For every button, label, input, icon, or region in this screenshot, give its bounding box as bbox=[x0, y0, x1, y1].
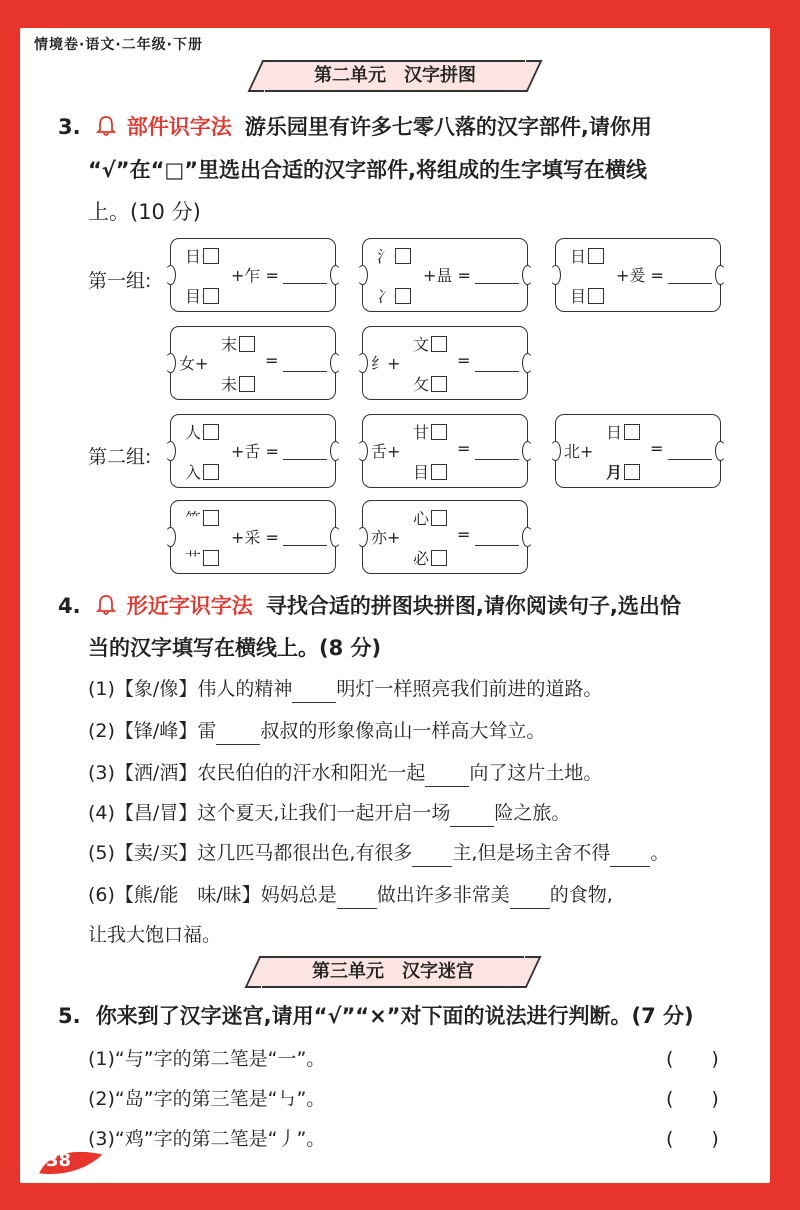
q3-title: 部件识字法 bbox=[126, 115, 232, 139]
puzzle-piece-7: 甘 目 舌+ = bbox=[362, 414, 528, 488]
q4-title: 形近字识字法 bbox=[126, 594, 253, 618]
answer-blank[interactable] bbox=[412, 844, 452, 867]
choice-box[interactable] bbox=[431, 424, 447, 440]
answer-blank[interactable] bbox=[283, 545, 327, 546]
puzzle-piece-2: 氵 冫 +昷 = bbox=[362, 238, 528, 312]
choice-box[interactable] bbox=[431, 336, 447, 352]
puzzle-piece-8: 日 月 北+ = bbox=[555, 414, 721, 488]
q4-item-2: (2)【锋/峰】雷 叔叔的形象像高山一样高大耸立。 bbox=[88, 716, 545, 745]
choice-box[interactable] bbox=[203, 248, 219, 264]
answer-blank[interactable] bbox=[475, 283, 519, 284]
choice-box[interactable] bbox=[431, 550, 447, 566]
choice-box[interactable] bbox=[588, 288, 604, 304]
judgment-answer-3[interactable]: ( ) bbox=[666, 1128, 719, 1150]
answer-blank[interactable] bbox=[292, 680, 336, 703]
answer-blank[interactable] bbox=[425, 764, 469, 787]
q4-item-6-cont: 让我大饱口福。 bbox=[88, 924, 222, 946]
answer-blank[interactable] bbox=[510, 886, 550, 909]
answer-blank[interactable] bbox=[283, 283, 327, 284]
choice-box[interactable] bbox=[431, 510, 447, 526]
choice-box[interactable] bbox=[239, 336, 255, 352]
group2-label: 第二组: bbox=[88, 446, 152, 468]
q4-text-line2: 当的汉字填写在横线上。(8 分) bbox=[88, 636, 382, 660]
q3-number: 3. bbox=[58, 115, 81, 139]
puzzle-piece-4: 末 未 女+ = bbox=[170, 326, 336, 400]
puzzle-piece-9: ⺮ 艹 +采 = bbox=[170, 500, 336, 574]
q3-heading bbox=[58, 111, 652, 141]
answer-blank[interactable] bbox=[475, 371, 519, 372]
choice-box[interactable] bbox=[203, 464, 219, 480]
q4-item-1: (1)【象/像】伟人的精神 明灯一样照亮我们前进的道路。 bbox=[88, 674, 602, 703]
choice-box[interactable] bbox=[395, 248, 411, 264]
choice-box[interactable] bbox=[431, 376, 447, 392]
q4-item-3: (3)【洒/酒】农民伯伯的汗水和阳光一起 向了这片土地。 bbox=[88, 758, 602, 787]
unit2-banner: 第二单元 汉字拼图 bbox=[265, 60, 525, 92]
q4-item-6: (6)【熊/能 味/昧】妈妈总是 做出许多非常美 的食物, bbox=[88, 880, 613, 909]
choice-box[interactable] bbox=[624, 464, 640, 480]
q4-number: 4. bbox=[58, 594, 81, 618]
answer-blank[interactable] bbox=[668, 459, 712, 460]
q5-text: 你来到了汉字迷宫,请用“√”“×”对下面的说法进行判断。(7 分) bbox=[95, 1004, 694, 1028]
unit3-banner: 第三单元 汉字迷宫 bbox=[262, 956, 524, 988]
answer-blank[interactable] bbox=[475, 459, 519, 460]
answer-blank[interactable] bbox=[283, 459, 327, 460]
choice-box[interactable] bbox=[203, 550, 219, 566]
q4-text-line1: 寻找合适的拼图块拼图,请你阅读句子,选出恰 bbox=[265, 594, 681, 618]
answer-blank[interactable] bbox=[216, 722, 260, 745]
group1-label: 第一组: bbox=[88, 270, 152, 292]
q5-item-1: (1)“与”字的第二笔是“一”。 bbox=[88, 1048, 326, 1070]
bell-icon bbox=[96, 115, 116, 137]
puzzle-piece-5: 文 攵 纟+ = bbox=[362, 326, 528, 400]
answer-blank[interactable] bbox=[337, 886, 377, 909]
q4-heading bbox=[58, 590, 681, 620]
bell-icon bbox=[96, 594, 116, 616]
choice-box[interactable] bbox=[624, 424, 640, 440]
answer-blank[interactable] bbox=[668, 283, 712, 284]
choice-box[interactable] bbox=[203, 510, 219, 526]
q5-item-2: (2)“岛”字的第三笔是“㇉”。 bbox=[88, 1088, 326, 1110]
choice-box[interactable] bbox=[588, 248, 604, 264]
choice-box[interactable] bbox=[395, 288, 411, 304]
judgment-answer-1[interactable]: ( ) bbox=[666, 1048, 719, 1070]
judgment-answer-2[interactable]: ( ) bbox=[666, 1088, 719, 1110]
puzzle-piece-6: 人 入 +舌 = bbox=[170, 414, 336, 488]
choice-box[interactable] bbox=[239, 376, 255, 392]
q4-item-4: (4)【昌/冒】这个夏天,让我们一起开启一场 险之旅。 bbox=[88, 798, 570, 827]
q3-text-line3: 上。(10 分) bbox=[88, 200, 201, 224]
series-header: 情境卷·语文·二年级·下册 bbox=[34, 37, 203, 53]
puzzle-piece-10: 心 必 亦+ = bbox=[362, 500, 528, 574]
q5-heading bbox=[58, 1000, 694, 1030]
puzzle-piece-1: 日 目 +乍 = bbox=[170, 238, 336, 312]
choice-box[interactable] bbox=[203, 424, 219, 440]
puzzle-piece-3: 日 目 +爰 = bbox=[555, 238, 721, 312]
choice-box[interactable] bbox=[431, 464, 447, 480]
answer-blank[interactable] bbox=[475, 545, 519, 546]
choice-box[interactable] bbox=[203, 288, 219, 304]
q3-text-line1: 游乐园里有许多七零八落的汉字部件,请你用 bbox=[244, 115, 652, 139]
q3-text-line2: “√”在“□”里选出合适的汉字部件,将组成的生字填写在横线 bbox=[88, 158, 648, 182]
q4-item-5: (5)【卖/买】这几匹马都很出色,有很多 主,但是场主舍不得 。 bbox=[88, 838, 669, 867]
answer-blank[interactable] bbox=[283, 371, 327, 372]
q5-item-3: (3)“鸡”字的第二笔是“丿”。 bbox=[88, 1128, 326, 1150]
q5-number: 5. bbox=[58, 1004, 81, 1028]
answer-blank[interactable] bbox=[610, 844, 650, 867]
page-number: 38 bbox=[46, 1150, 72, 1171]
answer-blank[interactable] bbox=[450, 804, 494, 827]
